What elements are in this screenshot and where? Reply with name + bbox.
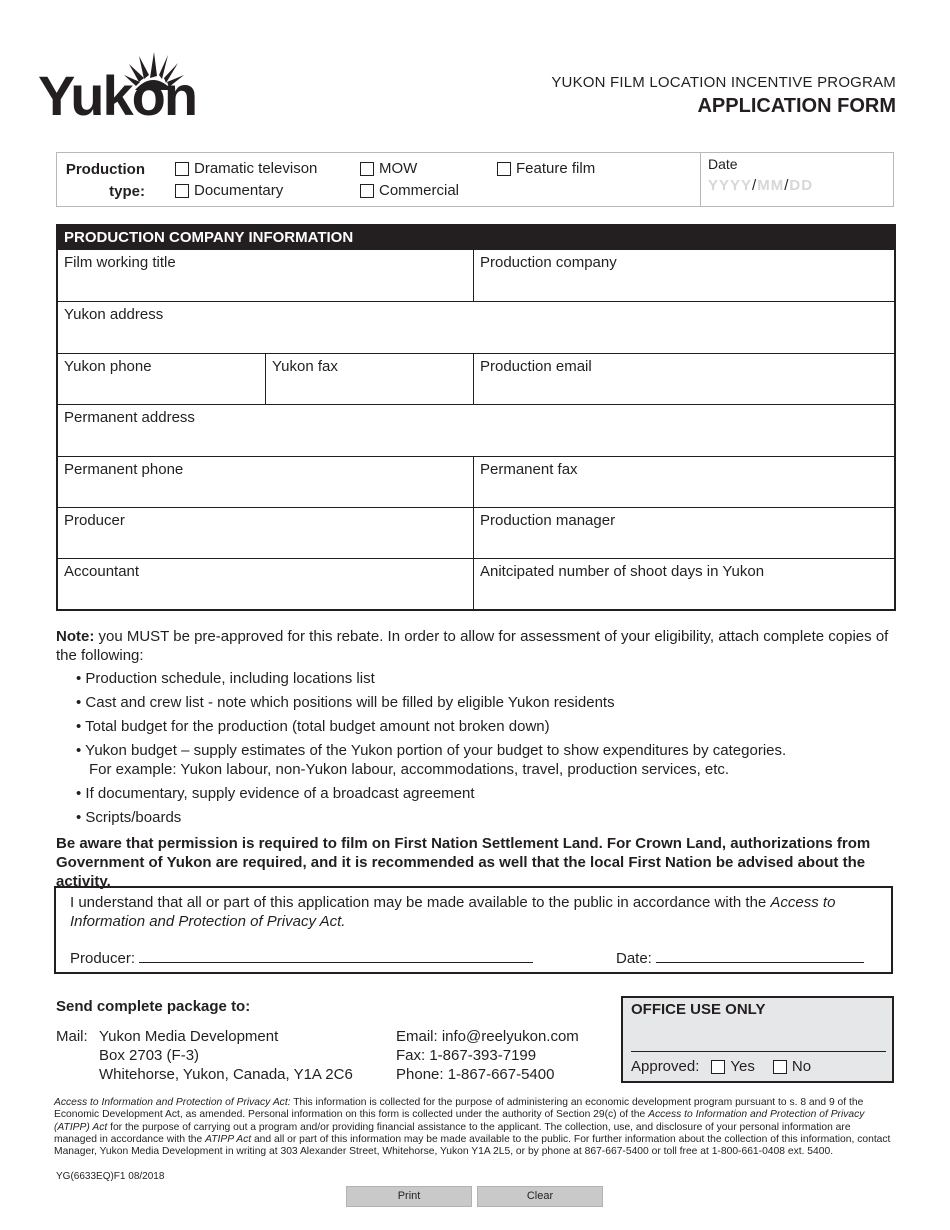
yukon-logo — [38, 48, 213, 120]
field-label: Permanent address — [64, 409, 195, 426]
mail-label: Mail: — [56, 1028, 88, 1045]
privacy-lead: Access to Information and Protection of Privacy Act: — [54, 1097, 291, 1108]
date-separator: / — [752, 177, 758, 194]
approved-no-label: No — [791, 1058, 812, 1075]
send-package-title: Send complete package to: — [56, 998, 251, 1015]
list-item: • Scripts/boards — [76, 809, 182, 826]
checkbox-label: Dramatic televison — [194, 160, 318, 177]
permanent-fax-field[interactable] — [474, 457, 894, 507]
privacy-text: for the purpose of carrying out a program and/or providing financial assistance to the applicant. The collection, use, and disclosure of your personal information are managed in accordance with the — [54, 1121, 851, 1145]
producer-signature[interactable] — [70, 948, 533, 967]
list-item: • If documentary, supply evidence of a broadcast agreement — [76, 785, 475, 802]
list-item: • Yukon budget – supply estimates of the Yukon portion of your budget to show expenditures by categories. — [76, 742, 787, 759]
checkbox-box[interactable] — [497, 162, 511, 176]
field-label: Yukon phone — [64, 358, 152, 375]
field-label: Producer — [64, 512, 125, 529]
contact-email: Email: info@reelyukon.com — [396, 1028, 579, 1045]
producer-signature-label: Producer: — [70, 950, 136, 967]
production-company-field[interactable] — [474, 250, 894, 301]
checkbox-label: Commercial — [379, 182, 460, 199]
field-label: Film working title — [64, 254, 176, 271]
shoot-days-field[interactable] — [474, 559, 894, 609]
clear-button[interactable]: Clear — [477, 1186, 603, 1207]
field-label: Yukon fax — [272, 358, 338, 375]
field-label: Production company — [480, 254, 617, 271]
signature-date[interactable] — [616, 948, 864, 967]
yukon-address-field[interactable] — [58, 302, 894, 353]
field-label: Production email — [480, 358, 592, 375]
permanent-phone-field[interactable] — [58, 457, 473, 507]
field-label: Permanent fax — [480, 461, 578, 478]
requirements-list — [76, 669, 916, 832]
yukon-fax-field[interactable] — [266, 354, 473, 404]
note-text: you MUST be pre-approved for this rebate. In order to allow for assessment of your eligibility, attach complete copies of the following: — [56, 628, 889, 664]
checkbox-box[interactable] — [360, 184, 374, 198]
field-label: Anitcipated number of shoot days in Yukon — [480, 563, 765, 580]
date-placeholder[interactable] — [708, 177, 813, 194]
accountant-field[interactable] — [58, 559, 473, 609]
signature-date-line[interactable] — [656, 948, 864, 963]
checkbox-label: Documentary — [194, 182, 284, 199]
date-month: MM — [757, 177, 785, 194]
date-label: Date — [708, 156, 738, 172]
privacy-act: ATIPP Act — [205, 1133, 252, 1145]
land-permission-notice: Be aware that permission is required to film on First Nation Settlement Land. For Crown Land, authorizations from Government of Yukon are required, and it is recommended as well that the local First Nation be advised about the activity. — [56, 835, 871, 890]
list-item: • Total budget for the production (total budget amount not broken down) — [76, 718, 550, 735]
privacy-act: Access to Information and Protection of Privacy (ATIPP) Act — [54, 1109, 865, 1133]
checkbox-box[interactable] — [175, 162, 189, 176]
production-type-label-line1: Production — [65, 161, 145, 178]
office-use-title: OFFICE USE ONLY — [631, 1001, 766, 1018]
office-signature-line — [631, 1051, 886, 1052]
approved-label: Approved: — [631, 1058, 700, 1075]
checkbox-box[interactable] — [360, 162, 374, 176]
mail-line: Whitehorse, Yukon, Canada, Y1A 2C6 — [99, 1066, 353, 1083]
list-item: • Production schedule, including locations list — [76, 670, 375, 687]
declaration-text — [70, 893, 870, 931]
mail-line: Yukon Media Development — [99, 1028, 279, 1045]
production-type-section — [56, 152, 894, 207]
checkbox-documentary[interactable] — [175, 182, 283, 199]
checkbox-commercial[interactable] — [360, 182, 459, 199]
section-heading: PRODUCTION COMPANY INFORMATION — [58, 226, 894, 250]
checkbox-label: MOW — [379, 160, 418, 177]
declaration-statement: I understand that all or part of this application may be made available to the public in accordance with the — [70, 894, 771, 911]
office-use-box — [621, 996, 894, 1083]
contact-info — [396, 1027, 579, 1084]
production-type-label — [63, 159, 145, 203]
checkbox-box[interactable] — [175, 184, 189, 198]
production-manager-field[interactable] — [474, 508, 894, 558]
privacy-text: and all or part of this information may be made available to the public. For further information about the collection of this information, contact Manager, Yukon Media Development in writing at 303 Alexander Street, Whitehorse, Yukon Y1A 2L5, or by phone at 867-667-5400 or toll free at 1-800-661-0408 ext. 5400. — [54, 1133, 891, 1158]
declaration-act-name: Access to Information and Protection of Privacy Act. — [70, 894, 836, 930]
form-number: YG(6633EQ)F1 08/2018 — [56, 1171, 165, 1182]
privacy-text: This information is collected for the purpose of administering an economic development program pursuant to s. 8 and 9 of the Economic Development Act, as amended. Personal information on this form is collected under the authority of Section 29(c) of the — [54, 1097, 864, 1121]
approved-yes-checkbox[interactable] — [711, 1060, 725, 1074]
producer-signature-line[interactable] — [139, 948, 533, 963]
note-label: Note: — [56, 628, 95, 645]
field-label: Yukon address — [64, 306, 164, 323]
producer-field[interactable] — [58, 508, 473, 558]
approval-row — [631, 1058, 811, 1075]
list-item-continuation: For example: Yukon labour, non-Yukon labour, accommodations, travel, production services, etc. — [89, 761, 730, 778]
checkbox-dramatic-television[interactable] — [175, 160, 317, 177]
checkbox-mow[interactable] — [360, 160, 417, 177]
checkbox-feature-film[interactable] — [497, 160, 595, 177]
list-item: • Cast and crew list - note which positions will be filled by eligible Yukon residents — [76, 694, 615, 711]
production-type-label-line2: type: — [109, 183, 145, 200]
mail-line: Box 2703 (F-3) — [99, 1047, 200, 1064]
permanent-address-field[interactable] — [58, 405, 894, 456]
date-day: DD — [789, 177, 814, 194]
date-field[interactable] — [700, 153, 894, 206]
production-company-table — [56, 224, 896, 611]
date-year: YYYY — [708, 177, 753, 194]
approved-yes-label: Yes — [730, 1058, 755, 1075]
checkbox-label: Feature film — [516, 160, 596, 177]
film-title-field[interactable] — [58, 250, 473, 301]
field-label: Permanent phone — [64, 461, 184, 478]
declaration-box — [54, 886, 893, 974]
yukon-phone-field[interactable] — [58, 354, 265, 404]
approved-no-checkbox[interactable] — [773, 1060, 787, 1074]
field-label: Accountant — [64, 563, 140, 580]
production-email-field[interactable] — [474, 354, 894, 404]
contact-fax: Fax: 1-867-393-7199 — [396, 1047, 537, 1064]
date-separator: / — [784, 177, 790, 194]
signature-date-label: Date: — [616, 950, 652, 967]
logo-wordmark: Yukon — [38, 64, 197, 120]
form-title: APPLICATION FORM — [697, 95, 896, 117]
contact-phone: Phone: 1-867-667-5400 — [396, 1066, 555, 1083]
privacy-notice — [54, 1097, 896, 1158]
program-name: YUKON FILM LOCATION INCENTIVE PROGRAM — [551, 74, 896, 91]
note-paragraph — [56, 627, 896, 665]
print-button[interactable]: Print — [346, 1186, 472, 1207]
field-label: Production manager — [480, 512, 616, 529]
